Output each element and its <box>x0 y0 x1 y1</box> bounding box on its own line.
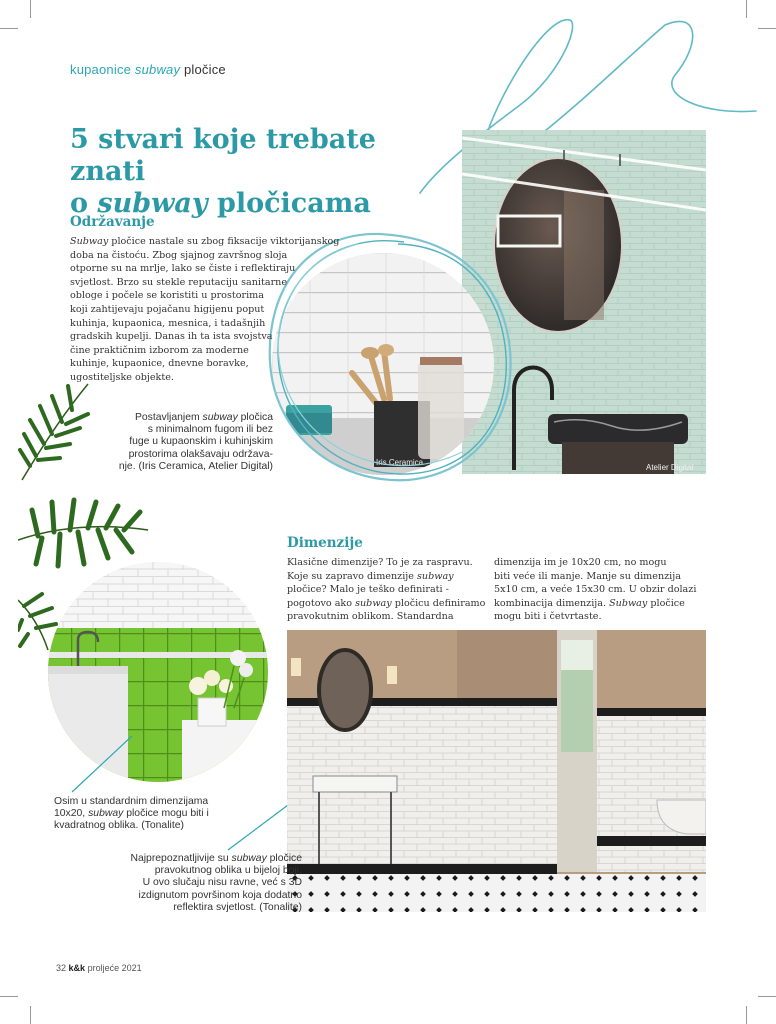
caption-text: pločica <box>237 412 273 423</box>
caption-italic: subway <box>88 808 124 820</box>
caption-line <box>88 412 273 424</box>
caption-line: pravokutnog oblika u bijeloj boji. <box>154 865 302 877</box>
caption-white-subway <box>90 853 302 914</box>
photo-white-subway-bathroom-art <box>287 630 706 912</box>
dimensions-line: Klasične dimenzije? To je za raspravu. <box>287 557 473 568</box>
maintenance-line: kuhinja, kupaonica, mesnica, i tadašnjih <box>70 317 266 329</box>
caption-line: izdignutom površinom koja dodatno <box>138 889 302 901</box>
title-line-1: 5 stvari koje trebate znati <box>70 124 376 187</box>
section-tag <box>70 62 226 77</box>
caption-line: s minimalnom fugom ili bez <box>147 424 273 436</box>
section-suffix: pločice <box>183 62 226 77</box>
maintenance-line: koji zahtijevaju pojačanu higijenu poput <box>70 303 265 315</box>
dimensions-line: pločice? Malo je teško definirati - <box>287 584 449 596</box>
dimensions-line: 5x10 cm, a veće 15x30 cm. U obzir dolazi <box>494 584 697 596</box>
credit-iris: Iris Ceramica <box>376 458 424 467</box>
crop-mark <box>0 996 18 997</box>
dimensions-italic: subway <box>417 570 454 582</box>
issue-name: proljeće 2021 <box>87 963 142 973</box>
page-number: 32 <box>56 963 67 973</box>
section-italic: subway <box>134 62 181 77</box>
maintenance-line: ugostiteljske objekte. <box>70 371 174 383</box>
caption-text: 10x20, <box>54 808 89 820</box>
dimensions-text: pločice <box>647 597 685 609</box>
caption-line <box>90 853 302 865</box>
caption-line: reflektira svjetlost. (Tonalite) <box>173 901 302 913</box>
dimensions-italic: Subway <box>609 597 648 609</box>
crop-mark <box>746 1006 747 1024</box>
caption-pointer-lines <box>60 720 300 860</box>
maintenance-heading: Održavanje <box>70 214 155 230</box>
dimensions-text: Koje su zapravo dimenzije <box>287 570 417 582</box>
magazine-name: k&k <box>68 963 86 973</box>
maintenance-line: doba na čistoću. Zbog sjajnog završnog sloja <box>70 249 288 261</box>
title-italic: subway <box>97 188 208 219</box>
maintenance-line: gradskih kupelji. Danas ih ta ista svojstva <box>70 331 273 343</box>
dimensions-line: dimenzija im je 10x20 cm, no mogu <box>494 557 667 568</box>
maintenance-line <box>70 235 340 249</box>
credit-atelier: Atelier Digital <box>646 463 694 472</box>
dimensions-heading: Dimenzije <box>287 535 363 551</box>
dimensions-text: kombinacija dimenzija. <box>494 597 610 609</box>
caption-line: prostorima olakšavaju održava- <box>128 448 273 460</box>
maintenance-line: otporne su na mrlje, lako se čiste i reflektiraju <box>70 263 296 275</box>
maintenance-line: čine praktičnim izborom za moderne <box>70 344 249 356</box>
dimensions-line <box>287 570 487 584</box>
title-suffix: pločicama <box>216 188 371 219</box>
photo-white-subway-bathroom <box>287 630 706 912</box>
caption-line: U ovo slučaju nisu ravne, već s 3D <box>142 877 302 889</box>
caption-kitchen <box>88 412 273 473</box>
crop-mark <box>30 0 31 18</box>
caption-line: Osim u standardnim dimenzijama <box>54 796 209 807</box>
caption-italic: subway <box>202 412 238 423</box>
caption-text: pločice <box>266 853 302 864</box>
maintenance-line: svjetlost. Brzo su stekle reputaciju sanitarne <box>70 276 288 288</box>
dimensions-text: pogotovo ako <box>287 597 356 609</box>
crop-mark <box>758 996 776 997</box>
caption-text: Postavljanjem <box>134 412 203 423</box>
dimensions-col-1 <box>287 556 487 624</box>
page-footer <box>56 963 142 973</box>
maintenance-line: kuhinje, kupaonice, dnevne boravke, <box>70 358 249 370</box>
dimensions-col-2 <box>494 556 709 624</box>
maintenance-line-text: pločice nastale su zbog fiksacije viktorijanskog <box>108 236 340 247</box>
caption-italic: subway <box>231 853 267 864</box>
maintenance-lead-italic: Subway <box>70 236 109 247</box>
dimensions-italic: subway <box>355 597 392 609</box>
dimensions-line <box>494 597 709 611</box>
caption-text: pločice mogu biti i <box>123 808 209 820</box>
dimensions-line: mogu biti i četvrtaste. <box>494 611 602 623</box>
crop-mark <box>30 1006 31 1024</box>
title-prefix: o <box>70 188 89 219</box>
page-title <box>70 124 450 220</box>
caption-line: nje. (Iris Ceramica, Atelier Digital) <box>118 460 273 472</box>
dimensions-line <box>287 597 487 611</box>
caption-line: fuge u kupaonskim i kuhinjskim <box>129 436 273 448</box>
dimensions-line: biti veće ili manje. Manje su dimenzija <box>494 570 681 582</box>
caption-line: kvadratnog oblika. (Tonalite) <box>54 820 184 832</box>
dimensions-text: pločicu definiramo <box>391 597 486 609</box>
section-prefix: kupaonice <box>70 62 132 77</box>
maintenance-line: obloge i počele se koristiti u prostorima <box>70 290 264 302</box>
maintenance-body <box>70 235 340 385</box>
dimensions-line: pravokutnim oblikom. Standardna <box>287 611 454 623</box>
crop-mark <box>0 28 18 29</box>
caption-text: Najprepoznatljivije su <box>130 853 232 864</box>
